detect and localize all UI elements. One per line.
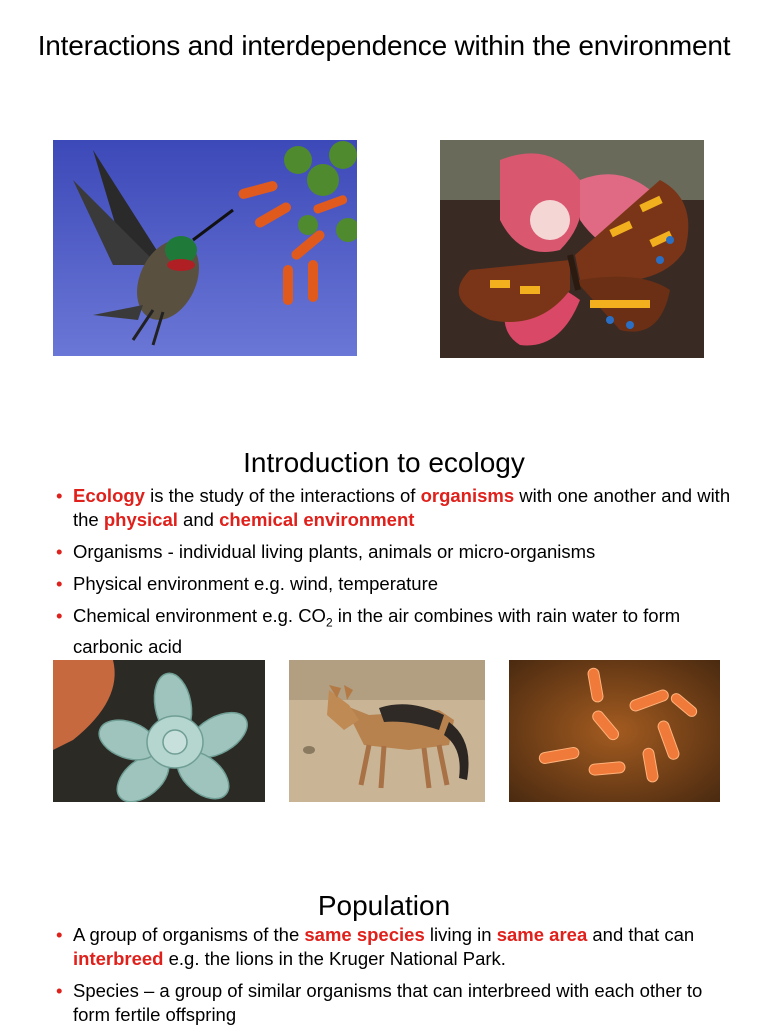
- highlighted-term: organisms: [420, 485, 515, 506]
- jackal-photo: [289, 660, 485, 802]
- bullet-text: and that can: [587, 924, 695, 945]
- bullet-item: [56, 484, 736, 532]
- page-title: Interactions and interdependence within the environment: [37, 30, 731, 61]
- bullet-text: Physical environment e.g. wind, temperature: [73, 573, 439, 594]
- bullet-item: [56, 979, 736, 1027]
- bullet-text: living in: [424, 924, 497, 945]
- bullet-text: in the air combines with rain water to form carbonic acid: [73, 605, 681, 657]
- highlighted-term: physical: [103, 509, 178, 530]
- succulent-photo: [53, 660, 265, 802]
- population-bullet-list: [56, 923, 736, 1035]
- bullet-text: 2: [325, 615, 333, 630]
- bullet-text: Organisms - individual living plants, animals or micro-organisms: [73, 541, 596, 562]
- butterfly-photo: [440, 140, 704, 358]
- bullet-item: [56, 604, 736, 659]
- bullet-item: [56, 540, 736, 564]
- section-heading-introduction: Introduction to ecology: [243, 447, 525, 478]
- bullet-item: [56, 923, 736, 971]
- bullet-text: A group of organisms of the: [73, 924, 305, 945]
- highlighted-term: interbreed: [73, 948, 164, 969]
- highlighted-term: chemical environment: [219, 509, 415, 530]
- sunbird-photo: [53, 140, 357, 356]
- highlighted-term: same species: [304, 924, 425, 945]
- bullet-text: is the study of the interactions of: [144, 485, 421, 506]
- bullet-text: Species – a group of similar organisms that can interbreed with each other to form fertile offspring: [73, 980, 703, 1025]
- bacteria-photo: [509, 660, 720, 802]
- bullet-text: Chemical environment e.g. CO: [73, 605, 326, 626]
- highlighted-term: same area: [496, 924, 588, 945]
- bullet-item: [56, 572, 736, 596]
- introduction-bullet-list: [56, 484, 736, 667]
- bullet-text: e.g. the lions in the Kruger National Park.: [163, 948, 506, 969]
- highlighted-term: Ecology: [73, 485, 145, 506]
- section-heading-population: Population: [317, 890, 451, 921]
- bullet-text: with one another and with the: [73, 485, 731, 530]
- bullet-text: and: [177, 509, 220, 530]
